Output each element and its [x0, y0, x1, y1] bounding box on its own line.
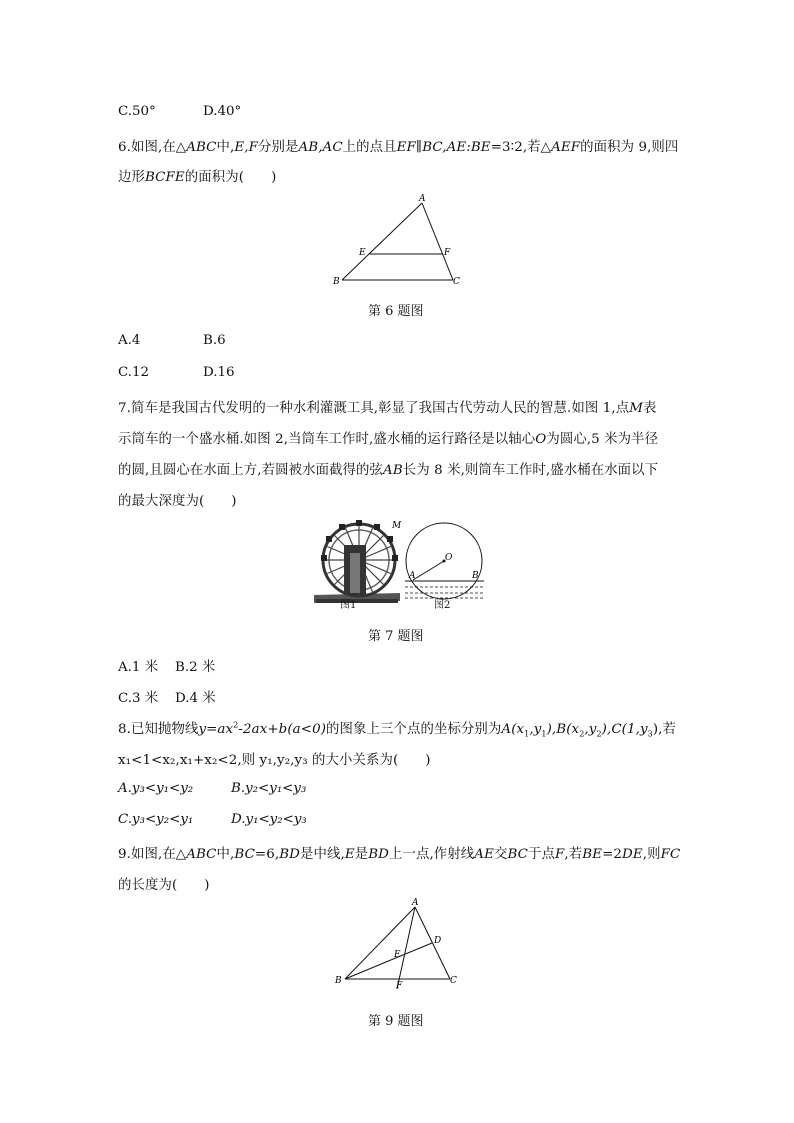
q7-label-b: B: [472, 571, 479, 581]
q8-question-line1: 8.已知抛物线$y=ax^2-2ax+b(a<0)$的图象上三个点的坐标分别为$A(x_1,y_1),B(x_2,y_2),C(1,y_3)$,若: [118, 720, 677, 739]
q9-side-ac: [415, 907, 450, 979]
q7-label-m: M: [392, 521, 402, 531]
q6-triangle-figure: [330, 192, 465, 290]
q7-radius-oa: [413, 561, 444, 580]
q9-label-b: B: [335, 976, 342, 986]
q8-question-line2: x₁<1<x₂,x₁+x₂<2,则 y₁,y₂,y₃ 的大小关系为( ): [118, 753, 431, 768]
q9-side-ab: [345, 907, 415, 979]
q5-option-d: D.40°: [203, 104, 242, 119]
q8-option-a: A.y₃<y₁<y₂: [118, 781, 194, 796]
q6-label-b: B: [333, 277, 340, 287]
q9-caption: 第 9 题图: [368, 1014, 424, 1029]
q7-fig2-label: 图2: [434, 600, 451, 611]
q8-option-d: D.y₁<y₂<y₃: [231, 812, 307, 827]
q7-question-line1: 7.简车是我国古代发明的一种水利灌溉工具,彰显了我国古代劳动人民的智慧.如图 1,点M表: [118, 401, 657, 416]
q6-option-d: D.16: [203, 365, 235, 380]
q9-question-line2: 的长度为( ): [118, 878, 210, 893]
q6-side-ac: [422, 203, 453, 280]
q7-waterwheel-illustration: [314, 515, 400, 612]
q7-label-a: A: [409, 571, 416, 581]
q6-question-line2: 边形BCFE的面积为( ): [118, 170, 277, 185]
q7-question-line3: 的圆,且圆心在水面上方,若圆被水面截得的弦AB长为 8 米,则筒车工作时,盛水桶在水面以下: [118, 463, 659, 478]
q9-label-a: A: [412, 898, 419, 908]
q8-option-c: C.y₃<y₂<y₁: [118, 812, 194, 827]
q9-ray-ae: [397, 907, 415, 989]
q9-question-line1: 9.如图,在△ABC中,BC=6,BD是中线,E是BD上一点,作射线AE交BC于点F,若BE=2DE,则FC: [118, 847, 681, 862]
q7-option-a: A.1 米: [118, 660, 159, 675]
q9-label-e: E: [394, 950, 401, 960]
q7-caption: 第 7 题图: [368, 629, 424, 644]
q6-label-e: E: [359, 248, 366, 258]
q7-circle-figure: [398, 515, 490, 605]
q6-option-b: B.6: [203, 333, 226, 348]
q7-option-b: B.2 米: [175, 660, 216, 675]
q7-label-o: O: [445, 553, 453, 563]
q7-option-d: D.4 米: [175, 691, 216, 706]
q9-median-bd: [345, 943, 432, 979]
q6-option-c: C.12: [118, 365, 150, 380]
q9-triangle-figure: [330, 897, 465, 995]
q9-label-f: F: [396, 981, 403, 991]
q8-option-b: B.y₂<y₁<y₃: [231, 781, 307, 796]
q7-question-line2: 示筒车的一个盛水桶.如图 2,当筒车工作时,盛水桶的运行路径是以轴心O为圆心,5 米为半径: [118, 432, 659, 447]
q6-option-a: A.4: [118, 333, 141, 348]
q6-label-a: A: [419, 194, 426, 204]
q6-label-f: F: [444, 248, 451, 258]
q5-option-c: C.50°: [118, 104, 156, 119]
q6-label-c: C: [453, 277, 460, 287]
q7-question-line4: 的最大深度为( ): [118, 494, 237, 509]
q7-fig1-label: 图1: [340, 600, 357, 611]
q6-side-ab: [342, 203, 422, 280]
q9-label-c: C: [450, 976, 457, 986]
q9-label-d: D: [434, 936, 442, 946]
q6-caption: 第 6 题图: [368, 304, 424, 319]
q7-option-c: C.3 米: [118, 691, 159, 706]
q6-question-line1: 6.如图,在△ABC中,E,F分别是AB,AC上的点且EF∥BC,AE:BE=3∶2,若△AEF的面积为 9,则四: [118, 140, 679, 155]
